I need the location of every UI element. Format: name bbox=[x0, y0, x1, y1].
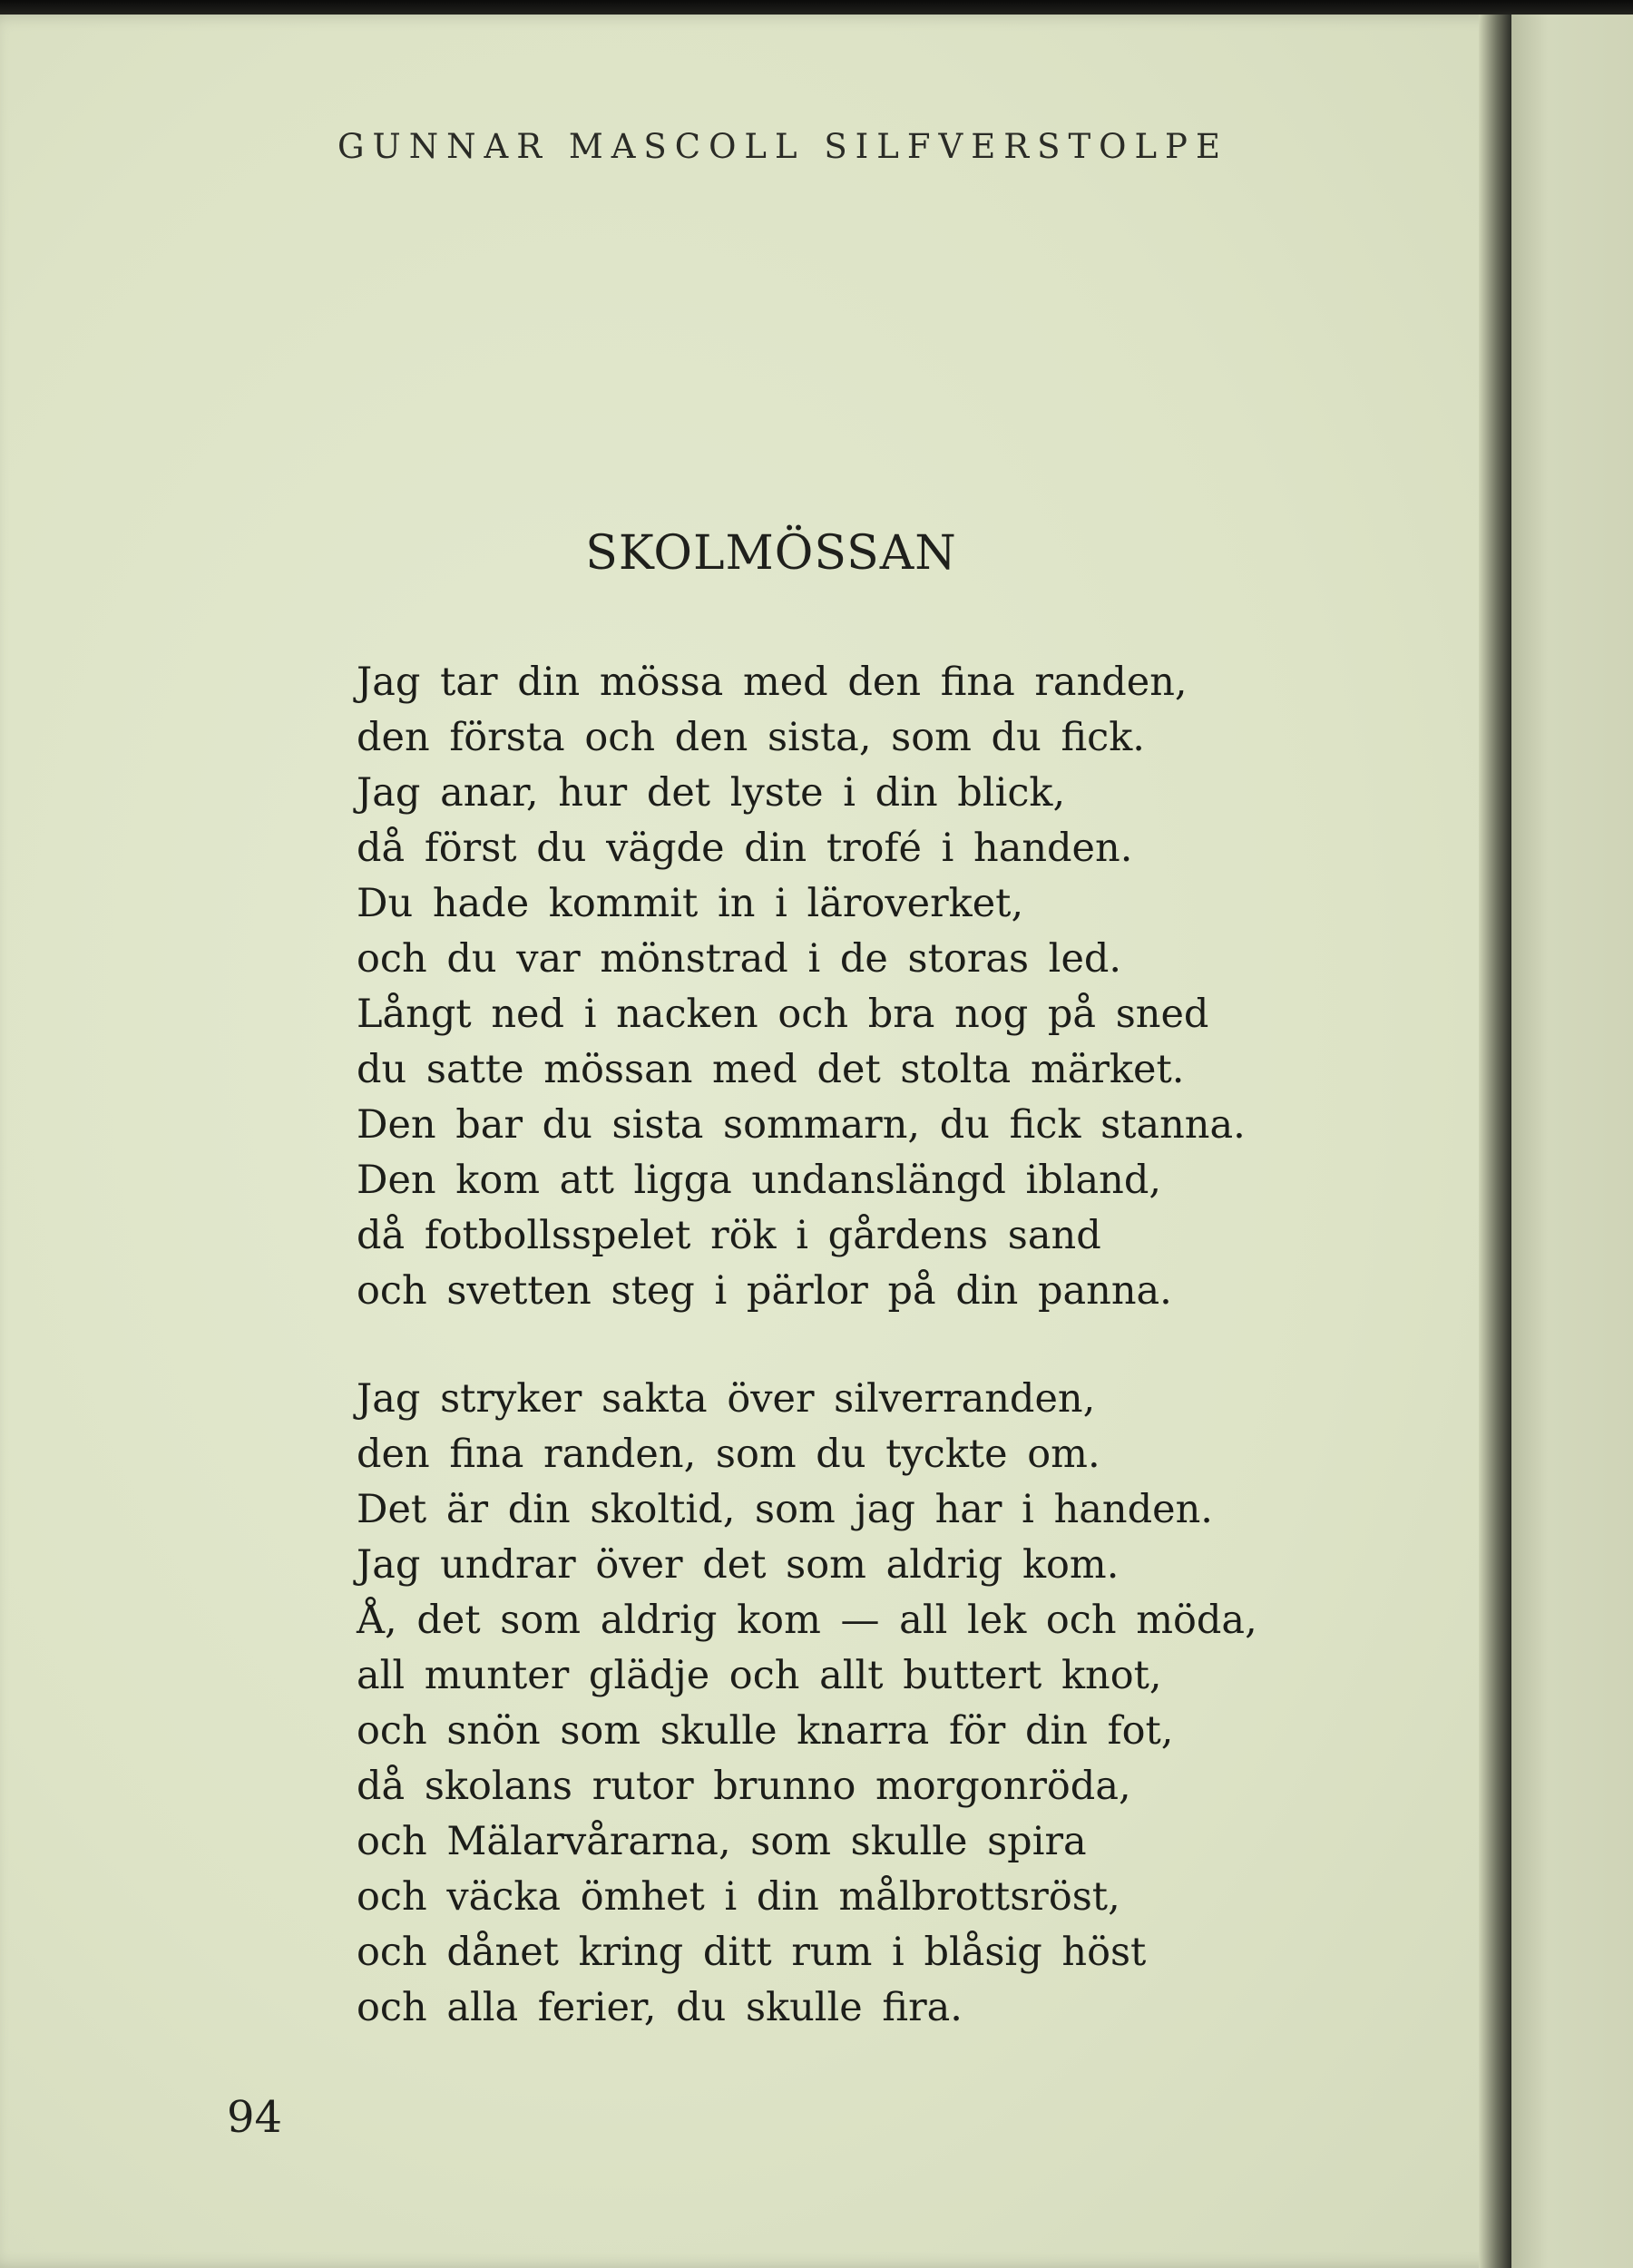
poem-line: Det är din skoltid, som jag har i handen. bbox=[357, 1487, 1213, 1532]
poem-line: Du hade kommit in i läroverket, bbox=[357, 881, 1024, 926]
poem-line: och dånet kring ditt rum i blåsig höst bbox=[357, 1930, 1147, 1975]
poem-line: Jag anar, hur det lyste i din blick, bbox=[357, 770, 1066, 816]
poem-line: och du var mönstrad i de storas led. bbox=[357, 936, 1122, 982]
stanza-2 bbox=[357, 1372, 1400, 2036]
poem-line: Å, det som aldrig kom — all lek och möda, bbox=[357, 1598, 1257, 1643]
poem-line: den första och den sista, som du fick. bbox=[357, 715, 1145, 760]
page-number: 94 bbox=[227, 2092, 283, 2143]
poem-line: och svetten steg i pärlor på din panna. bbox=[357, 1268, 1172, 1314]
poem-line: Den bar du sista sommarn, du fick stanna. bbox=[357, 1102, 1246, 1148]
running-head: GUNNAR MASCOLL SILFVERSTOLPE bbox=[337, 127, 1228, 166]
poem-line: då skolans rutor brunno morgonröda, bbox=[357, 1764, 1131, 1809]
poem-line: Jag undrar över det som aldrig kom. bbox=[357, 1542, 1120, 1588]
poem-line: och snön som skulle knarra för din fot, bbox=[357, 1708, 1174, 1754]
poem-line: Jag tar din mössa med den fina randen, bbox=[357, 660, 1188, 705]
poem-line: Långt ned i nacken och bra nog på sned bbox=[357, 992, 1209, 1037]
poem-line: Den kom att ligga undanslängd ibland, bbox=[357, 1158, 1162, 1203]
poem-line: då fotbollsspelet rök i gårdens sand bbox=[357, 1213, 1101, 1258]
poem-line: all munter glädje och allt buttert knot, bbox=[357, 1653, 1162, 1698]
poem-line: Jag stryker sakta över silverranden, bbox=[357, 1376, 1096, 1422]
poem-title: SKOLMÖSSAN bbox=[585, 526, 957, 581]
facing-page-edge bbox=[1511, 15, 1633, 2268]
book-gutter bbox=[1479, 15, 1511, 2268]
poem-line: du satte mössan med det stolta märket. bbox=[357, 1047, 1185, 1092]
poem-line: då först du vägde din trofé i handen. bbox=[357, 826, 1133, 871]
poem-line: och Mälarvårarna, som skulle spira bbox=[357, 1819, 1087, 1864]
poem-line: den fina randen, som du tyckte om. bbox=[357, 1432, 1100, 1477]
stanza-1 bbox=[357, 655, 1400, 1319]
poem-line: och väcka ömhet i din målbrottsröst, bbox=[357, 1874, 1120, 1920]
poem-line: och alla ferier, du skulle fira. bbox=[357, 1985, 963, 2030]
